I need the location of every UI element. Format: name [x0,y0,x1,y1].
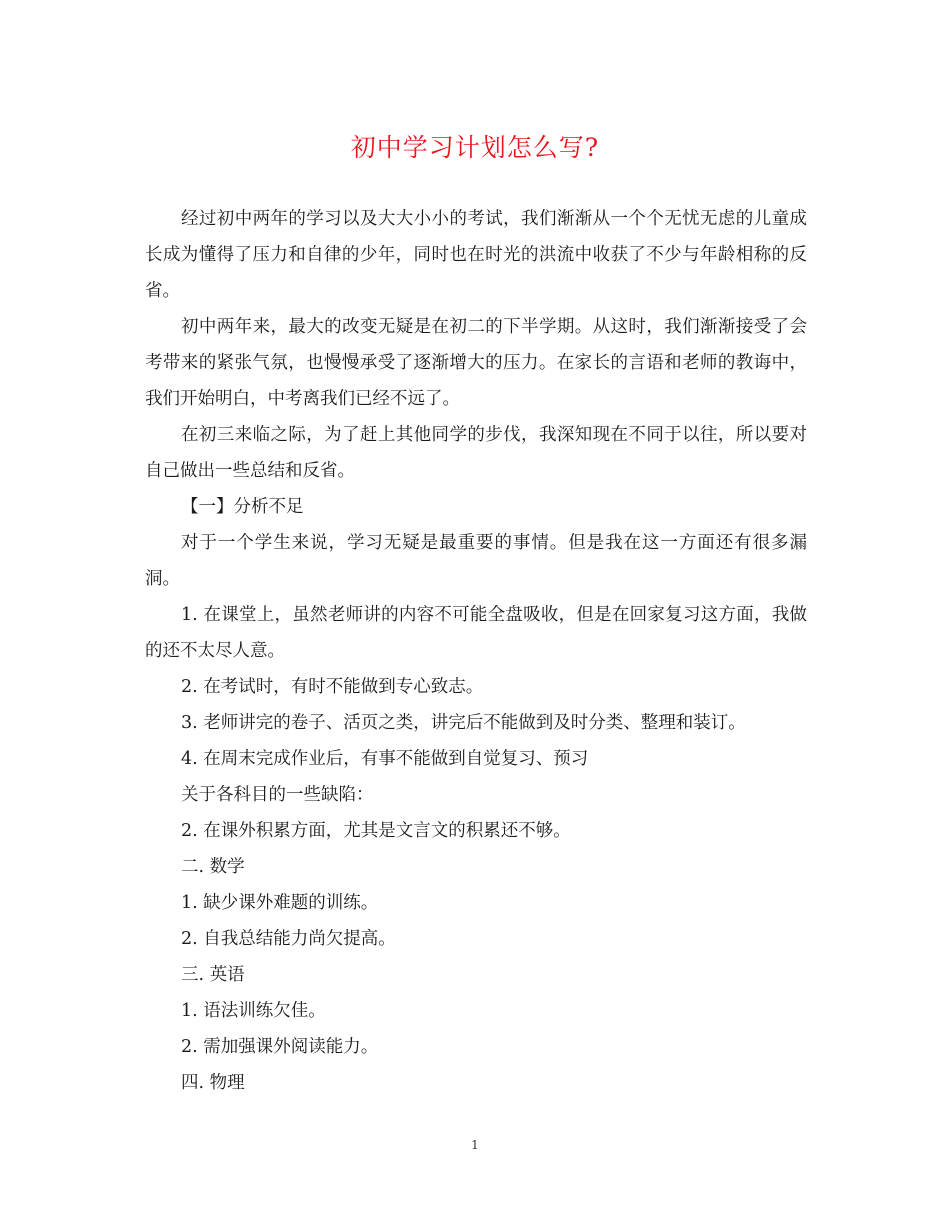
list-item: 1. 在课堂上，虽然老师讲的内容不可能全盘吸收，但是在回家复习这方面，我做的还不太尽人意。 [145,605,807,661]
subject-heading-physics: 四. 物理 [181,1073,245,1093]
list-item: 1. 语法训练欠佳。 [181,1001,326,1021]
list-item: 2. 自我总结能力尚欠提高。 [181,929,396,949]
list-item: 2. 在课外积累方面，尤其是文言文的积累还不够。 [181,821,571,841]
document-body [145,201,807,1101]
list-item: 1. 缺少课外难题的训练。 [181,893,379,913]
subject-heading-math: 二. 数学 [181,857,245,877]
paragraph-intro: 经过初中两年的学习以及大大小小的考试，我们渐渐从一个个无忧无虑的儿童成长成为懂得了压力和自律的少年，同时也在时光的洪流中收获了不少与年龄相称的反省。 [145,209,807,301]
subject-weakness-intro: 关于各科目的一些缺陷： [181,785,374,805]
section-heading-weakness: 【一】分析不足 [181,497,304,517]
list-item: 4. 在周末完成作业后，有事不能做到自觉复习、预习 [181,749,589,769]
list-item: 3. 老师讲完的卷子、活页之类，讲完后不能做到及时分类、整理和装订。 [181,713,746,733]
paragraph-reflection: 在初三来临之际，为了赶上其他同学的步伐，我深知现在不同于以往，所以要对自己做出一些总结和反省。 [145,425,807,481]
document-title: 初中学习计划怎么写? [350,133,600,162]
paragraph-study-gaps: 对于一个学生来说，学习无疑是最重要的事情。但是我在这一方面还有很多漏洞。 [145,533,807,589]
page-number: 1 [471,1138,479,1152]
paragraph-change: 初中两年来，最大的改变无疑是在初二的下半学期。从这时，我们渐渐接受了会考带来的紧张气氛，也慢慢承受了逐渐增大的压力。在家长的言语和老师的教诲中，我们开始明白，中考离我们已经不远了。 [145,317,807,409]
subject-heading-english: 三. 英语 [181,965,245,985]
list-item: 2. 在考试时，有时不能做到专心致志。 [181,677,484,697]
list-item: 2. 需加强课外阅读能力。 [181,1037,379,1057]
